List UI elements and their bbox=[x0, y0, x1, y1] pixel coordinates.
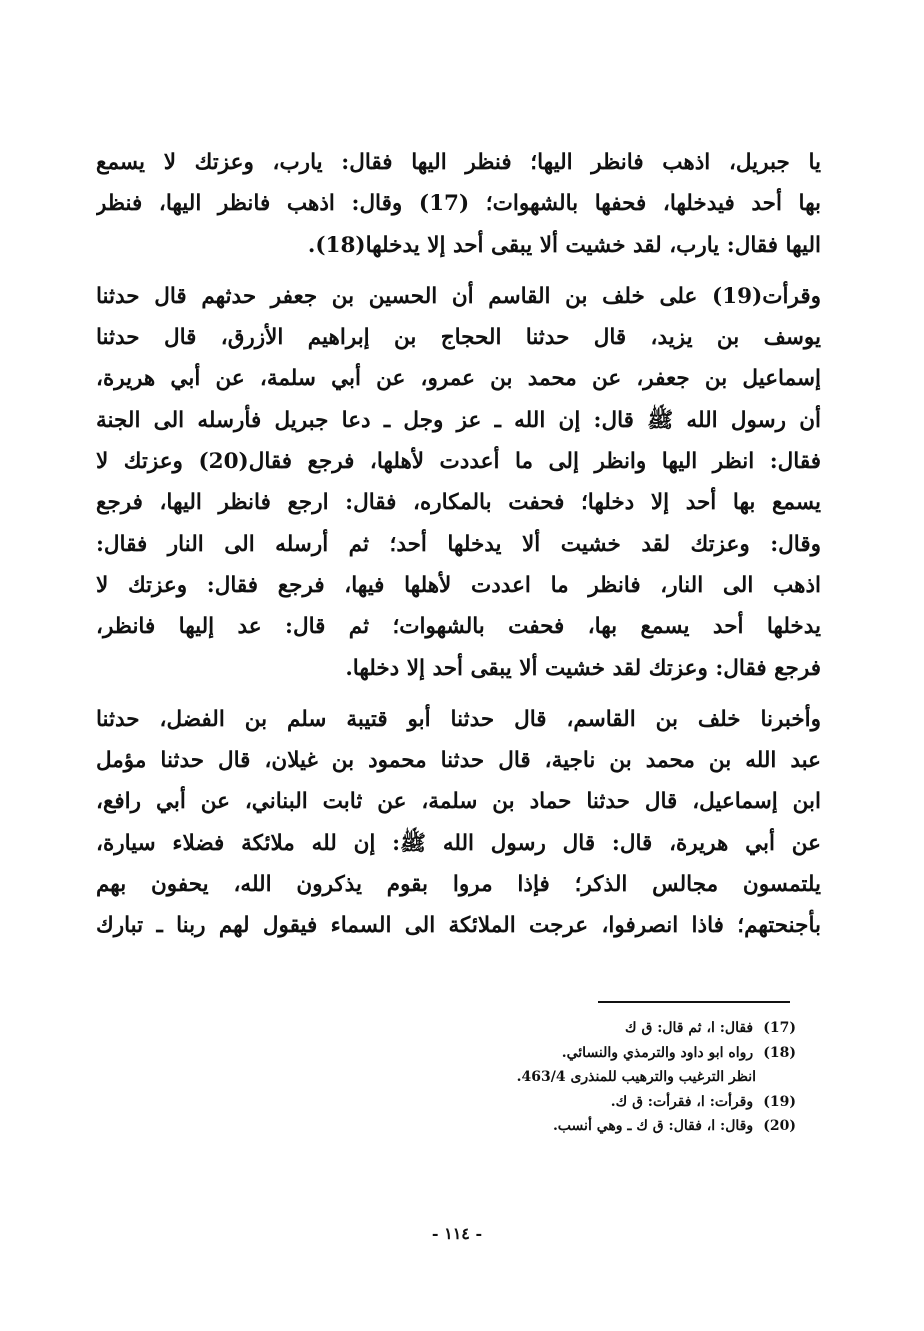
footnote-19 bbox=[336, 1090, 796, 1115]
text-line: فقال: انظر اليها وانظر إلى ما أعددت لأهلها، فرجع فقال(20) وعزتك لا bbox=[96, 449, 821, 475]
text-line: اليها فقال: يارب، لقد خشيت ألا يبقى أحد إلا يدخلها(18). bbox=[307, 232, 821, 258]
text-line: فرجع فقال: وعزتك لقد خشيت ألا يبقى أحد إلا دخلها. bbox=[345, 655, 821, 681]
footnote-number: (20) bbox=[763, 1118, 796, 1134]
paragraph-gap bbox=[96, 266, 821, 276]
text-line: يدخلها أحد يسمع بها، فحفت بالشهوات؛ ثم قال: عد إليها فانظر، bbox=[96, 614, 821, 640]
text-line: يسمع بها أحد إلا دخلها؛ فحفت بالمكاره، فقال: ارجع فانظر اليها، فرجع bbox=[96, 490, 821, 516]
footnote-number: (18) bbox=[763, 1044, 796, 1061]
text-line: عن أبي هريرة، قال: قال رسول الله ﷺ: إن لله ملائكة فضلاء سيارة، bbox=[96, 830, 821, 856]
text-line: يوسف بن يزيد، قال حدثنا الحجاج بن إبراهيم الأزرق، قال حدثنا bbox=[96, 325, 821, 351]
footnote-17 bbox=[336, 1016, 796, 1041]
footnote-number: (17) bbox=[763, 1020, 796, 1036]
text-line: يلتمسون مجالس الذكر؛ فإذا مروا بقوم يذكرون الله، يحفون بهم bbox=[96, 872, 821, 898]
footnotes bbox=[336, 1016, 796, 1139]
text-line: اذهب الى النار، فانظر ما اعددت لأهلها فيها، فرجع فقال: وعزتك لا bbox=[96, 572, 821, 598]
footnote-18 bbox=[336, 1041, 796, 1066]
text-line: وقال: وعزتك لقد خشيت ألا يدخلها أحد؛ ثم أرسله الى النار فقال: bbox=[96, 531, 821, 557]
footnote-number: (19) bbox=[763, 1093, 796, 1110]
footnote-20 bbox=[336, 1114, 796, 1139]
text-line: بها أحد فيدخلها، فحفها بالشهوات؛ (17) وقال: اذهب فانظر اليها، فنظر bbox=[96, 191, 821, 217]
text-line: وقرأت(19) على خلف بن القاسم أن الحسين بن جعفر حدثهم قال حدثنا bbox=[96, 283, 821, 309]
text-line: ابن إسماعيل، قال حدثنا حماد بن سلمة، عن ثابت البناني، عن أبي رافع، bbox=[96, 789, 821, 815]
text-line: بأجنحتهم؛ فاذا انصرفوا، عرجت الملائكة الى السماء فيقول لهم ربنا ـ تبارك bbox=[96, 913, 821, 939]
footnote-text: وقال: ا، فقال: ق ك ـ وهي أنسب. bbox=[552, 1118, 754, 1134]
text-line: عبد الله بن محمد بن ناجية، قال حدثنا محمود بن غيلان، قال حدثنا مؤمل bbox=[96, 748, 821, 774]
footnote-text: انظر الترغيب والترهيب للمنذرى 463/4. bbox=[516, 1069, 756, 1085]
footnote-text: رواه ابو داود والترمذي والنسائي. bbox=[561, 1044, 754, 1061]
footnote-text: فقال: ا، ثم قال: ق ك bbox=[625, 1020, 754, 1036]
text-line: يا جبريل، اذهب فانظر اليها؛ فنظر اليها فقال: يارب، وعزتك لا يسمع bbox=[96, 150, 821, 175]
main-text bbox=[96, 142, 821, 947]
footnote-text: وقرأت: ا، فقرأت: ق ك. bbox=[610, 1093, 754, 1110]
paragraph-gap bbox=[96, 689, 821, 699]
text-line: أن رسول الله ﷺ قال: إن الله ـ عز وجل ـ دعا جبريل فأرسله الى الجنة bbox=[96, 407, 821, 433]
text-line: إسماعيل بن جعفر، عن محمد بن عمرو، عن أبي سلمة، عن أبي هريرة، bbox=[96, 366, 821, 392]
page-number: - ١١٤ - bbox=[431, 1224, 483, 1243]
text-line: وأخبرنا خلف بن القاسم، قال حدثنا أبو قتيبة سلم بن الفضل، حدثنا bbox=[96, 706, 821, 732]
footnote-separator bbox=[598, 1001, 790, 1003]
footnote-18-continuation bbox=[336, 1065, 796, 1090]
